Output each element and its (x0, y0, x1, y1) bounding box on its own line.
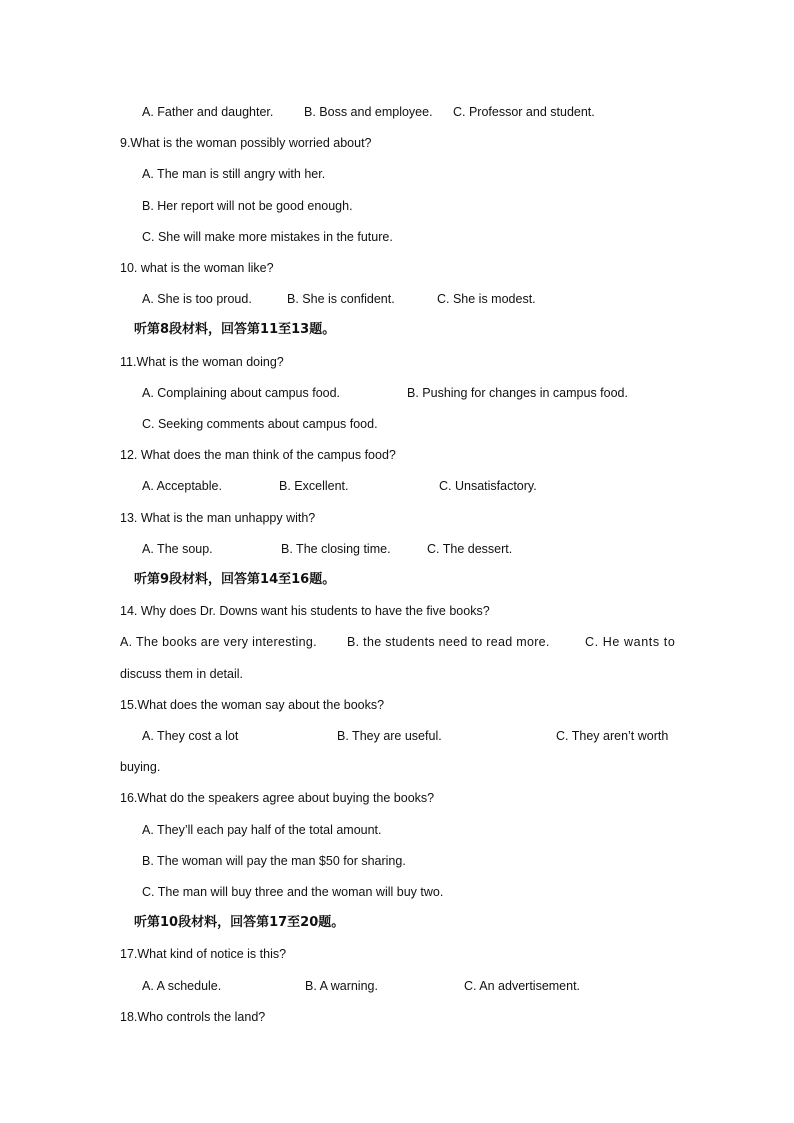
option-b: B. the students need to read more. (347, 635, 550, 649)
question-9-option-c: C. She will make more mistakes in the future. (142, 230, 393, 244)
question-11: 11.What is the woman doing? (120, 355, 284, 369)
question-13: 13. What is the man unhappy with? (120, 511, 316, 525)
option-c: C. An advertisement. (464, 979, 581, 993)
option-c: C. Unsatisfactory. (439, 479, 537, 493)
question-10: 10. what is the woman like? (120, 261, 274, 275)
section-heading-9: 听第9段材料，回答第14至16题。 (134, 572, 336, 587)
option-b: B. She is confident. (287, 292, 395, 306)
option-c: C. He wants to (585, 635, 676, 649)
option-b: B. Pushing for changes in campus food. (407, 386, 628, 400)
question-9-option-a: A. The man is still angry with her. (142, 167, 326, 181)
option-c: C. She is modest. (437, 292, 536, 306)
option-a: A. She is too proud. (142, 292, 252, 306)
question-16-option-c: C. The man will buy three and the woman will buy two. (142, 885, 444, 899)
question-11-option-c: C. Seeking comments about campus food. (142, 417, 378, 431)
question-15-continuation: buying. (120, 760, 161, 774)
question-12: 12. What does the man think of the campus food? (120, 448, 396, 462)
option-a: A. The books are very interesting. (120, 635, 317, 649)
section-heading-10: 听第10段材料，回答第17至20题。 (134, 915, 345, 930)
option-a: A. Complaining about campus food. (142, 386, 341, 400)
option-a: A. The soup. (142, 542, 213, 556)
option-a: A. Acceptable. (142, 479, 222, 493)
option-a: A. Father and daughter. (142, 105, 274, 119)
question-9: 9.What is the woman possibly worried about? (120, 136, 372, 150)
question-9-option-b: B. Her report will not be good enough. (142, 199, 353, 213)
question-18: 18.Who controls the land? (120, 1010, 266, 1024)
option-b: B. They are useful. (337, 729, 442, 743)
option-a: A. They cost a lot (142, 729, 239, 743)
option-c: C. The dessert. (427, 542, 513, 556)
option-c: C. Professor and student. (453, 105, 595, 119)
question-16-option-b: B. The woman will pay the man $50 for sharing. (142, 854, 406, 868)
question-16-option-a: A. They’ll each pay half of the total amount. (142, 823, 382, 837)
option-b: B. Excellent. (279, 479, 349, 493)
option-a: A. A schedule. (142, 979, 222, 993)
section-heading-8: 听第8段材料，回答第11至13题。 (134, 322, 336, 337)
option-b: B. A warning. (305, 979, 378, 993)
option-b: B. The closing time. (281, 542, 391, 556)
question-14-continuation: discuss them in detail. (120, 667, 243, 681)
question-17: 17.What kind of notice is this? (120, 947, 287, 961)
option-b: B. Boss and employee. (304, 105, 433, 119)
question-16: 16.What do the speakers agree about buying the books? (120, 791, 435, 805)
question-15: 15.What does the woman say about the books? (120, 698, 385, 712)
option-c: C. They aren’t worth (556, 729, 669, 743)
question-14: 14. Why does Dr. Downs want his students to have the five books? (120, 604, 490, 618)
